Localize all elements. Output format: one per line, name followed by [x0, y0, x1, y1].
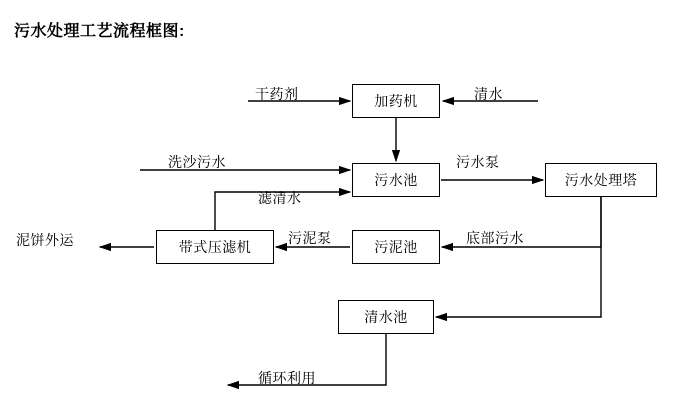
node-clear-water-pool[interactable]	[338, 300, 434, 334]
node-sewage-pool[interactable]	[352, 163, 440, 197]
node-sludge-pool[interactable]	[352, 230, 440, 264]
label-bottom-sewage: 底部污水	[466, 230, 524, 246]
node-treatment-tower[interactable]	[545, 163, 657, 197]
node-label: 带式压滤机	[178, 239, 252, 255]
node-belt-filter-press[interactable]	[156, 230, 274, 264]
label-clean-water-inlet: 清水	[474, 86, 503, 102]
node-label: 清水池	[364, 309, 408, 325]
label-recycle-use: 循环利用	[258, 370, 316, 386]
node-label: 污水池	[374, 172, 418, 188]
page-title: 污水处理工艺流程框图:	[14, 23, 185, 40]
node-dosing-machine[interactable]	[352, 84, 440, 118]
wire-tower-to-clear-pool	[436, 197, 601, 317]
label-filtrate-water: 滤清水	[258, 190, 302, 206]
label-wash-sand-wastewater: 洗沙污水	[168, 154, 226, 170]
label-mud-cake-transport: 泥饼外运	[16, 232, 74, 248]
label-dry-agent: 干药剂	[255, 86, 299, 102]
label-sewage-pump: 污水泵	[456, 154, 500, 170]
node-label: 加药机	[374, 93, 418, 109]
node-label: 污泥池	[374, 239, 418, 255]
label-sludge-pump: 污泥泵	[288, 230, 332, 246]
node-label: 污水处理塔	[564, 172, 638, 188]
